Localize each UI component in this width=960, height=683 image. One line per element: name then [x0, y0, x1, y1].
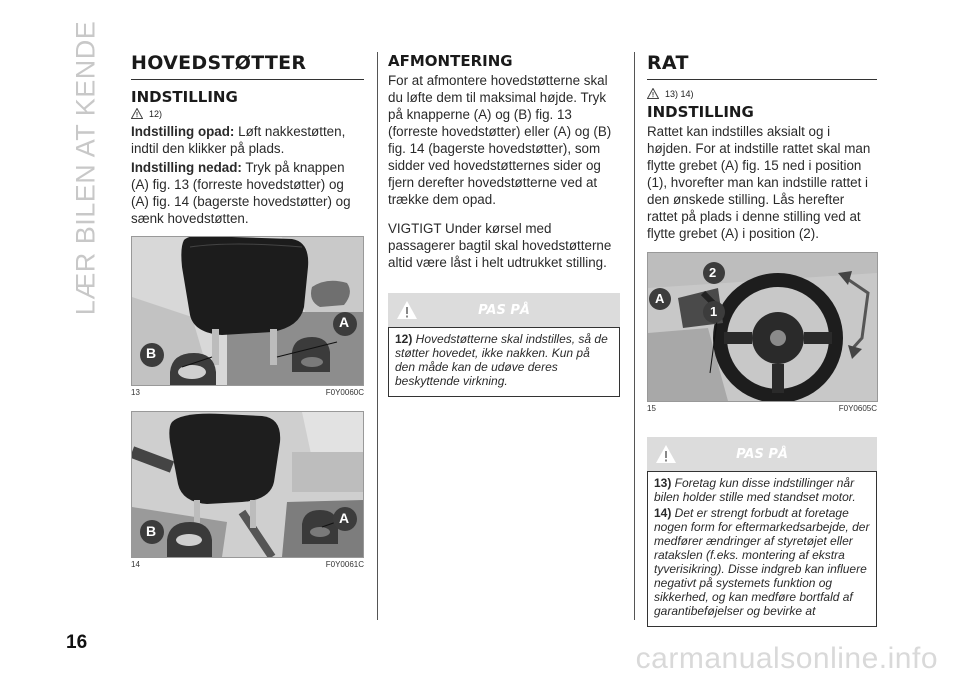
page-number: 16 — [66, 632, 88, 653]
caution-header: PAS PÅ — [647, 437, 877, 471]
section-title: HOVEDSTØTTER — [131, 52, 307, 74]
label-a: A — [339, 510, 350, 526]
section-title: RAT — [647, 52, 689, 74]
warning-reference: 13) 14) — [647, 88, 877, 99]
front-headrest-illustration — [132, 237, 363, 385]
figure-front-headrest — [131, 236, 364, 386]
caution-body — [647, 471, 877, 627]
label-1: 1 — [710, 304, 718, 319]
figure-number: 13 — [131, 388, 140, 397]
column-divider — [377, 52, 378, 620]
figure-code: F0Y0060C — [325, 388, 364, 397]
figure-caption — [131, 388, 364, 397]
caution-note: 14) Det er strengt forbudt at foretage nogen form for eftermarkedsarbejde, der medfører ændringer af styretøjet eller ratakslen (f.eks. montering af ekstra tyverisikring). Disse indgreb kan influere negativt på systemets funktion og sikkerhed, og kan medføre bortfald af garantibeføjelser og bevirke at — [654, 506, 870, 618]
title-rule — [131, 79, 364, 80]
paragraph-steering-adjust: Rattet kan indstilles aksialt og i højden. For at indstille rattet skal man flytte grebet (A) fig. 15 ned i position (1), hvorefter man kan indstille rattet i den ønskede stilling. Lås herefter rattet på plads i denne stilling ved at flytte grebet (A) i position (2). — [647, 124, 871, 241]
paragraph-adjust-down: Indstilling nedad: Tryk på knappen (A) fig. 13 (forreste hovedstøtter) og (A) fig. 14 (bagerste hovedstøtter) og sænk hovedstøtten. — [131, 160, 351, 226]
warning-reference: 12) — [131, 108, 364, 119]
column-removal — [388, 52, 620, 397]
warning-triangle-icon — [655, 444, 677, 464]
caution-body — [388, 327, 620, 397]
warning-triangle-icon — [396, 300, 418, 320]
figure-steering-wheel — [647, 252, 878, 402]
caution-note: 12) Hovedstøtterne skal indstilles, så de støtter hovedet, ikke nakken. Kun på den måde kan de udøve deres beskyttende virkning. — [395, 332, 608, 388]
warning-triangle-icon — [647, 88, 659, 99]
warning-triangle-icon — [131, 108, 143, 119]
subsection-title: INDSTILLING — [647, 103, 754, 121]
figure-code: F0Y0605C — [838, 404, 877, 413]
title-rule — [647, 79, 877, 80]
figure-code: F0Y0061C — [325, 560, 364, 569]
label-a: A — [655, 291, 665, 306]
caution-header: PAS PÅ — [388, 293, 620, 327]
rear-headrest-illustration — [132, 412, 363, 557]
paragraph-removal: For at afmontere hovedstøtterne skal du løfte dem til maksimal højde. Tryk på knapperne (A) og (B) fig. 13 (forreste hovedstøtter) eller (A) og (B) fig. 14 (bagerste hovedstøtter), som sidder ved hovedstøtternes sider og fjern derefter hovedstøtterne ved at trække dem opad. — [388, 73, 612, 207]
figure-number: 15 — [647, 404, 656, 413]
watermark: carmanualsonline.info — [635, 642, 938, 675]
caution-note: 13) Foretag kun disse indstillinger når bilen holder stille med standset motor. — [654, 476, 856, 504]
column-steering-wheel — [647, 52, 877, 627]
label-b: B — [146, 523, 157, 539]
figure-caption — [647, 404, 877, 413]
column-divider — [634, 52, 635, 620]
steering-wheel-illustration — [648, 253, 877, 401]
subsection-title: INDSTILLING — [131, 88, 238, 106]
label-2: 2 — [709, 265, 717, 280]
column-headrests — [131, 52, 364, 569]
label-a: A — [339, 314, 350, 330]
figure-number: 14 — [131, 560, 140, 569]
paragraph-important: VIGTIGT Under kørsel med passagerer bagtil skal hovedstøtterne altid være låst i helt udtrukket stilling. — [388, 221, 612, 270]
section-title: AFMONTERING — [388, 52, 513, 70]
paragraph-adjust-up: Indstilling opad: Løft nakkestøtten, indtil den klikker på plads. — [131, 124, 346, 156]
sidebar-chapter-title: LÆR BILEN AT KENDE — [70, 20, 101, 316]
label-b: B — [146, 345, 157, 361]
figure-caption — [131, 560, 364, 569]
figure-rear-headrest — [131, 411, 364, 558]
